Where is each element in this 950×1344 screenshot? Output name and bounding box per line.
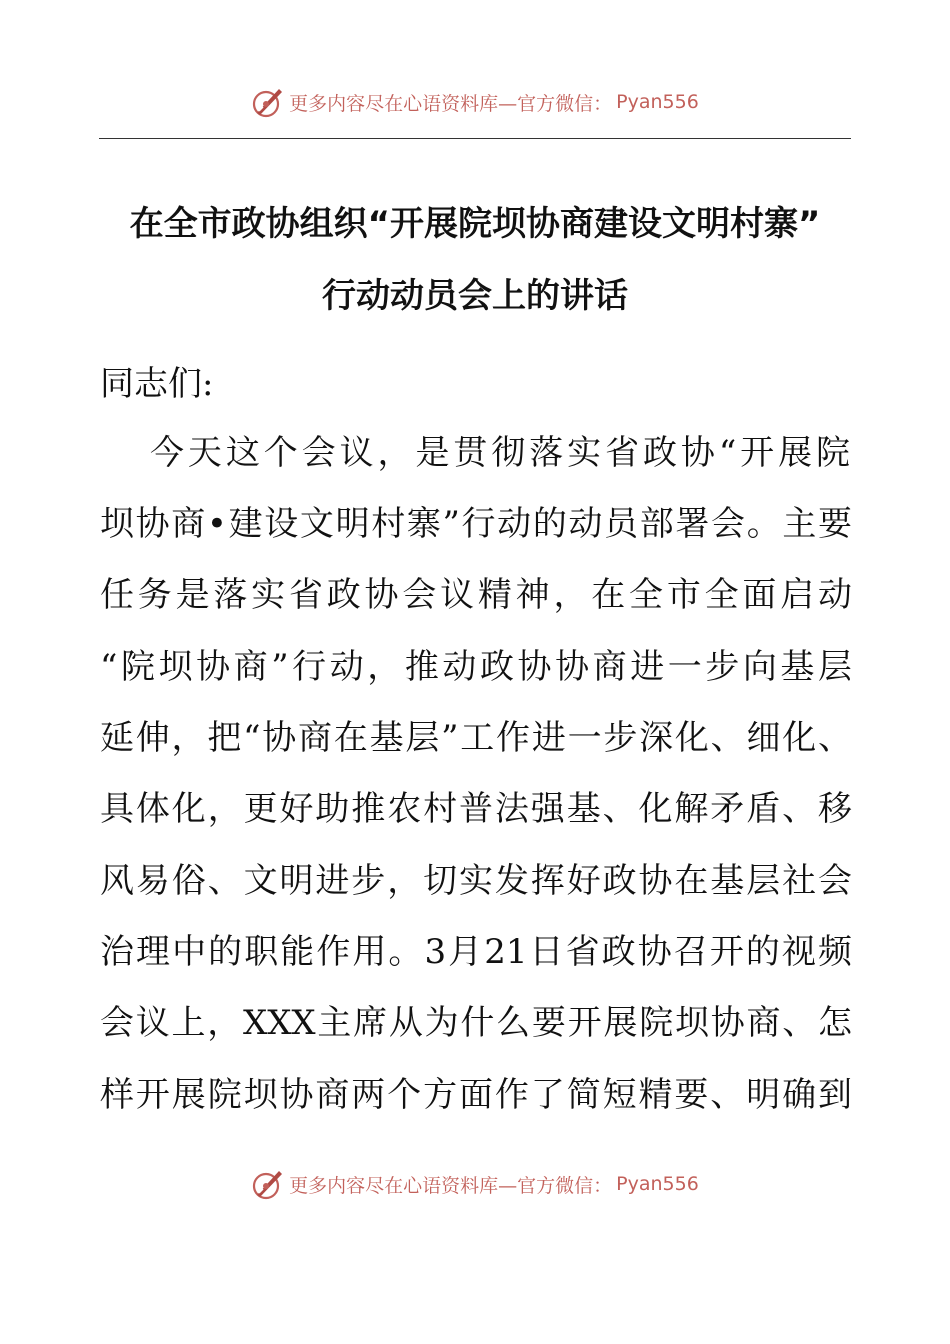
header-divider (99, 138, 851, 139)
header-banner-content (251, 85, 699, 119)
paragraph-line: 风易俗、文明进步，切实发挥好政协在基层社会 (100, 861, 852, 901)
paragraph-line: 今天这个会议，是贯彻落实省政协“开展院 (150, 433, 850, 473)
paragraph-line: 样开展院坝协商两个方面作了简短精要、明确到 (100, 1075, 852, 1115)
salutation: 同志们: (100, 364, 214, 404)
quill-pen-logo-icon (251, 85, 285, 119)
document-title-line-1: 在全市政协组织“开展院坝协商建设文明村寨” (129, 204, 821, 244)
paragraph-line: 治理中的职能作用。3月21日省政协召开的视频 (100, 932, 852, 972)
footer-banner-text: 更多内容尽在心语资料库—官方微信： (289, 1174, 613, 1197)
header-wechat-id: Pyan556 (616, 91, 699, 113)
header-banner-text: 更多内容尽在心语资料库—官方微信： (289, 92, 613, 115)
paragraph-line: 坝协商•建设文明村寨”行动的动员部署会。主要 (100, 504, 852, 544)
paragraph-line: 延伸，把“协商在基层”工作进一步深化、细化、 (100, 718, 852, 758)
quill-pen-logo-icon (251, 1167, 285, 1201)
footer-banner (0, 1164, 950, 1204)
footer-banner-content (251, 1167, 699, 1201)
paragraph-line: “院坝协商”行动，推动政协协商进一步向基层 (100, 647, 852, 687)
paragraph-line: 任务是落实省政协会议精神，在全市全面启动 (100, 575, 852, 615)
document-title-line-2: 行动动员会上的讲话 (322, 276, 628, 316)
paragraph-line: 具体化，更好助推农村普法强基、化解矛盾、移 (100, 789, 852, 829)
footer-wechat-id: Pyan556 (616, 1173, 699, 1195)
header-banner (0, 82, 950, 122)
paragraph-line: 会议上，XXX主席从为什么要开展院坝协商、怎 (100, 1003, 852, 1043)
